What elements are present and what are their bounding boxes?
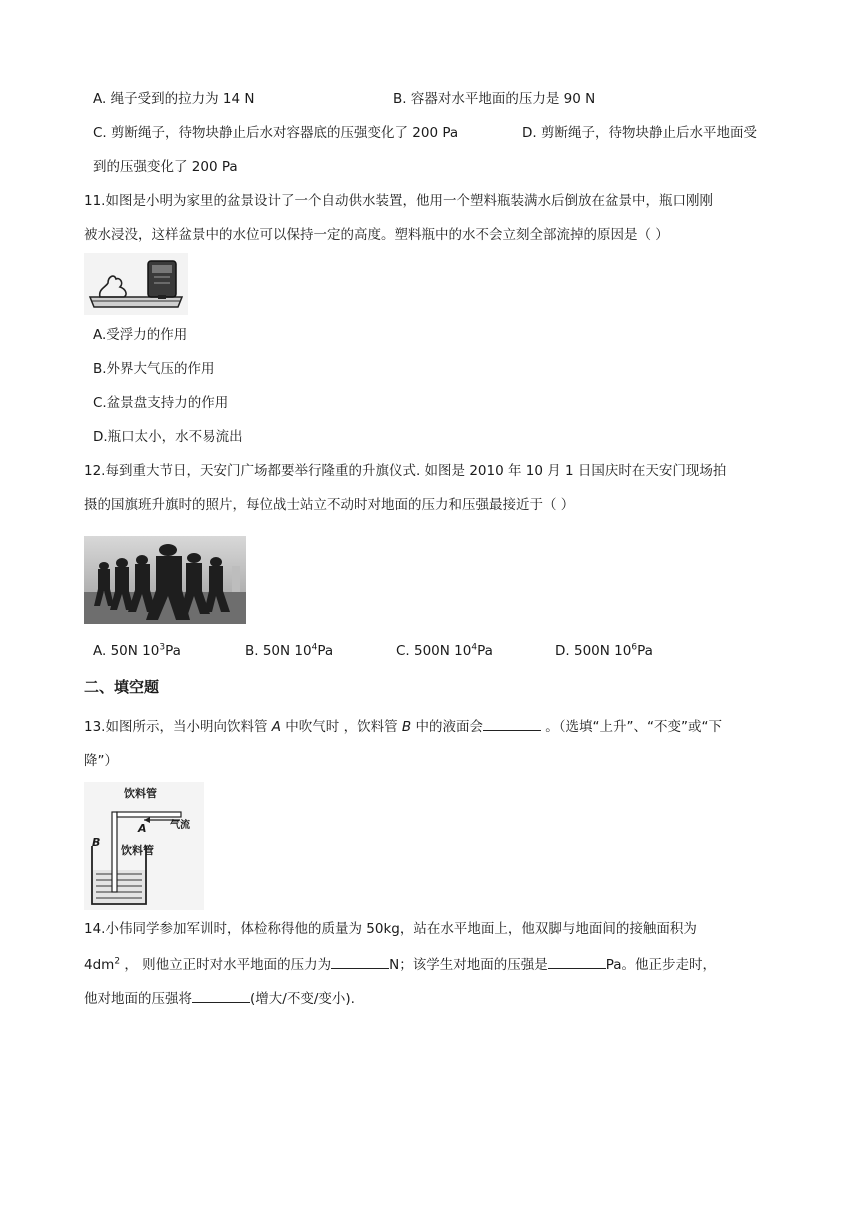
q14-stem-line2: $4dm^2$ ， 则他立正时对水平地面的压力为 N；该学生对地面的压强是 Pa。他正步走时，: [84, 956, 717, 973]
q10-option-c: C. 剪断绳子，待物块静止后水对容器底的压强变化了 200 Pa: [93, 125, 459, 141]
q11-stem-line1: 11.如图是小明为家里的盆景设计了一个自动供水装置，他用一个塑料瓶装满水后倒放在盆景中，瓶口刚刚: [84, 193, 713, 209]
q12-stem-line2: 摄的国旗班升旗时的照片，每位战士站立不动时对地面的压力和压强最接近于（ ）: [84, 497, 575, 513]
q12-option-d: D. 500N $10^6Pa$: [555, 642, 653, 659]
q14-answer-blank-force[interactable]: [331, 955, 389, 969]
section-title-fill-in: 二、填空题: [84, 678, 160, 696]
q13-fig-label-b: B: [92, 836, 101, 849]
q14-answer-blank-change[interactable]: [192, 989, 250, 1003]
q11-option-c: C.盆景盘支持力的作用: [93, 395, 229, 411]
q13-fig-label-a: A: [138, 822, 147, 835]
q13-figure-straws: [84, 782, 204, 910]
q14-stem-line1: 14.小伟同学参加军训时，体检称得他的质量为 50kg，站在水平地面上，他双脚与地面间的接触面积为: [84, 921, 697, 937]
q11-figure-bonsai-water-supply: [84, 253, 188, 315]
q12-option-a: A. 50N $10^3Pa$: [93, 642, 181, 659]
q11-stem-line2: 被水浸没，这样盆景中的水位可以保持一定的高度。塑料瓶中的水不会立刻全部流掉的原因是（ ）: [84, 227, 669, 243]
q11-option-b: B.外界大气压的作用: [93, 361, 215, 377]
q14-answer-blank-pressure[interactable]: [548, 955, 606, 969]
q13-answer-blank[interactable]: [483, 717, 541, 731]
q13-fig-label-straw-mid: 饮料管: [121, 844, 154, 857]
q13-fig-label-straw-top: 饮料管: [124, 787, 157, 800]
q10-option-a: A. 绳子受到的拉力为 14 N: [93, 91, 255, 107]
q11-option-a: A.受浮力的作用: [93, 327, 188, 343]
q14-stem-line3: 他对地面的压强将 (增大/不变/变小).: [84, 991, 355, 1007]
q12-option-c: C. 500N $10^4Pa$: [396, 642, 493, 659]
q11-option-d: D.瓶口太小，水不易流出: [93, 429, 243, 445]
q10-option-b: B. 容器对水平地面的压力是 90 N: [393, 91, 596, 107]
q10-option-d-line2: 到的压强变化了 200 Pa: [93, 159, 238, 175]
q10-option-d-line1: D. 剪断绳子，待物块静止后水平地面受: [522, 125, 757, 141]
q13-stem-line2: 降”）: [84, 753, 118, 769]
q12-option-b: B. 50N $10^4Pa$: [245, 642, 334, 659]
q12-stem-line1: 12.每到重大节日，天安门广场都要举行隆重的升旗仪式. 如图是 2010 年 10 月 1 日国庆时在天安门现场拍: [84, 463, 727, 479]
q12-figure-flag-guard-photo: [84, 536, 246, 624]
q13-stem-line1: 13.如图所示，当小明向饮料管 A 中吹气时 ，饮料管 B 中的液面会 。（选填“上升”、“不变”或“下: [84, 719, 722, 735]
q13-fig-label-airflow: 气流: [170, 820, 190, 831]
